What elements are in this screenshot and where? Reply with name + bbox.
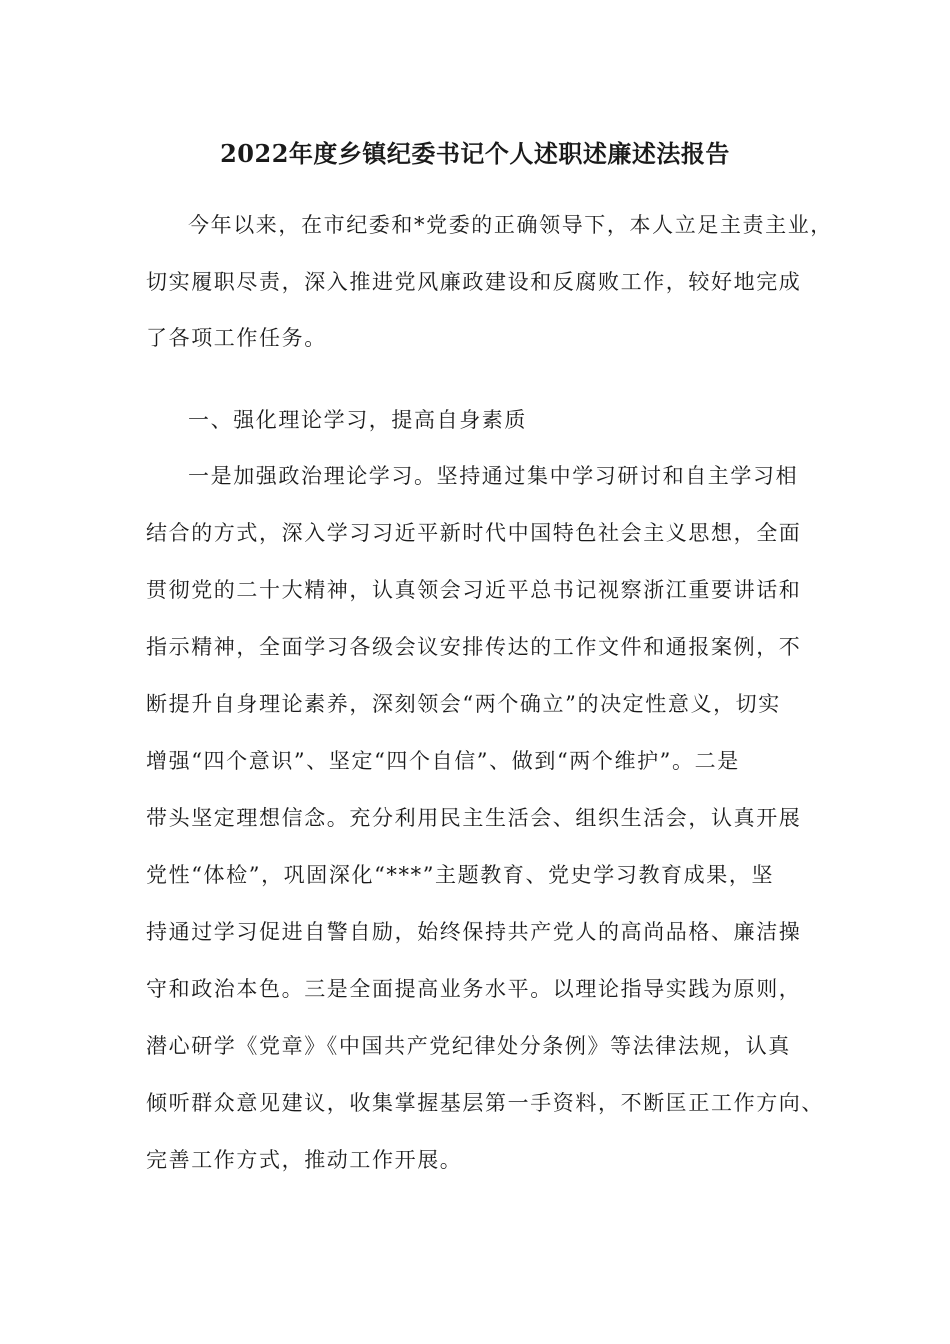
intro-line: 了各项工作任务。 bbox=[146, 326, 327, 350]
body-line: 守和政治本色。三是全面提高业务水平。以理论指导实践为原则， bbox=[146, 977, 802, 1001]
body-line: 结合的方式，深入学习习近平新时代中国特色社会主义思想，全面 bbox=[146, 521, 802, 545]
body-line: 完善工作方式，推动工作开展。 bbox=[146, 1148, 463, 1172]
body-line: 贯彻党的二十大精神，认真领会习近平总书记视察浙江重要讲话和 bbox=[146, 578, 802, 602]
body-line: 指示精神，全面学习各级会议安排传达的工作文件和通报案例，不 bbox=[146, 635, 802, 659]
body-line: 持通过学习促进自警自励，始终保持共产党人的高尚品格、廉洁操 bbox=[146, 920, 802, 944]
body-line: 潜心研学《党章》《中国共产党纪律处分条例》等法律法规，认真 bbox=[146, 1034, 791, 1058]
body-line: 带头坚定理想信念。充分利用民主生活会、组织生活会，认真开展 bbox=[146, 806, 802, 830]
intro-line: 今年以来，在市纪委和*党委的正确领导下，本人立足主责主业， bbox=[188, 213, 833, 237]
body-line: 党性“体检”，巩固深化“***”主题教育、党史学习教育成果，坚 bbox=[146, 863, 775, 887]
body-line: 一是加强政治理论学习。坚持通过集中学习研讨和自主学习相 bbox=[188, 464, 799, 488]
body-line: 增强“四个意识”、坚定“四个自信”、做到“两个维护”。二是 bbox=[146, 749, 740, 773]
section-heading: 一、强化理论学习，提高自身素质 bbox=[188, 408, 527, 432]
body-line: 倾听群众意见建议，收集掌握基层第一手资料，不断匡正工作方向、 bbox=[146, 1091, 824, 1115]
document-title: 2022年度乡镇纪委书记个人述职述廉述法报告 bbox=[220, 139, 730, 168]
intro-line: 切实履职尽责，深入推进党风廉政建设和反腐败工作，较好地完成 bbox=[146, 270, 802, 294]
body-line: 断提升自身理论素养，深刻领会“两个确立”的决定性意义，切实 bbox=[146, 692, 781, 716]
